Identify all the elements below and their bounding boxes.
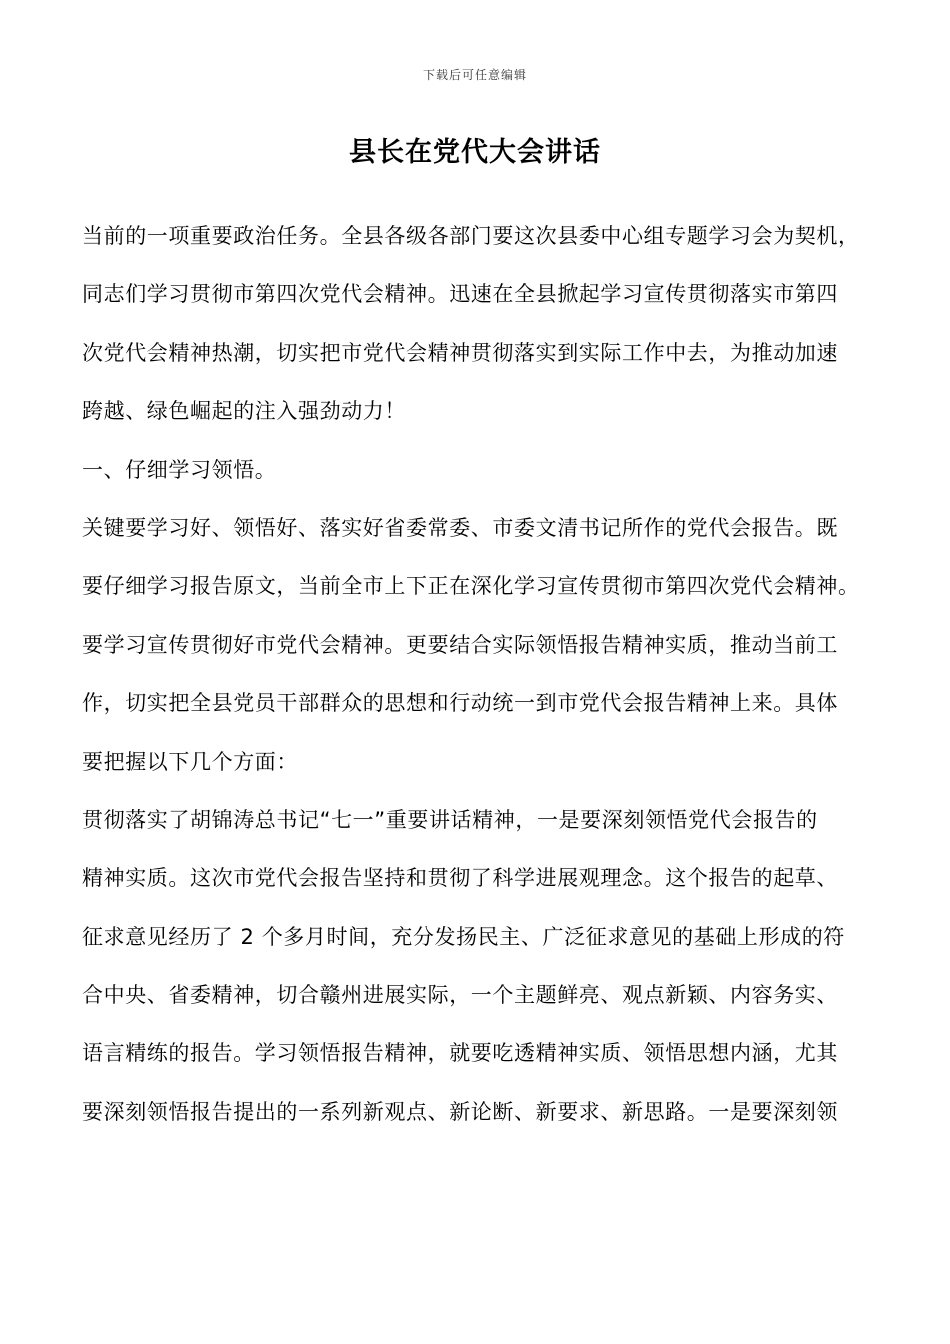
body-line: 关键要学习好、领悟好、落实好省委常委、市委文清书记所作的党代会报告。既 xyxy=(82,515,838,540)
body-line: 贯彻落实了胡锦涛总书记“七一”重要讲话精神，一是要深刻领悟党代会报告的 xyxy=(82,807,818,832)
body-line: 当前的一项重要政治任务。全县各级各部门要这次县委中心组专题学习会为契机， xyxy=(82,224,860,248)
body-line: 跨越、绿色崛起的注入强劲动力！ xyxy=(82,399,406,424)
body-line: 要仔细学习报告原文，当前全市上下正在深化学习宣传贯彻市第四次党代会精神。 xyxy=(82,574,860,599)
body-line: 要深刻领悟报告提出的一系列新观点、新论断、新要求、新思路。一是要深刻领 xyxy=(82,1099,838,1124)
body-line: 精神实质。这次市党代会报告坚持和贯彻了科学进展观理念。这个报告的起草、 xyxy=(82,866,838,891)
body-line: 作，切实把全县党员干部群众的思想和行动统一到市党代会报告精神上来。具体 xyxy=(82,691,838,716)
body-line: 次党代会精神热潮，切实把市党代会精神贯彻落实到实际工作中去，为推动加速 xyxy=(82,340,838,365)
body-line: 要把握以下几个方面： xyxy=(82,749,298,774)
body-line: 要学习宣传贯彻好市党代会精神。更要结合实际领悟报告精神实质，推动当前工 xyxy=(82,632,838,657)
document-title: 县长在党代大会讲话 xyxy=(349,137,601,168)
body-line: 同志们学习贯彻市第四次党代会精神。迅速在全县掀起学习宣传贯彻落实市第四 xyxy=(82,282,838,307)
header-note: 下载后可任意编辑 xyxy=(422,68,527,82)
body-line: 语言精练的报告。学习领悟报告精神，就要吃透精神实质、领悟思想内涵，尤其 xyxy=(82,1041,838,1066)
body-line: 合中央、省委精神，切合赣州进展实际，一个主题鲜亮、观点新颖、内容务实、 xyxy=(82,983,838,1008)
document-body xyxy=(82,216,882,1150)
section-heading: 一、仔细学习领悟。 xyxy=(82,457,277,482)
body-line: 征求意见经历了 2 个多月时间，充分发扬民主、广泛征求意见的基础上形成的符 xyxy=(82,924,845,949)
